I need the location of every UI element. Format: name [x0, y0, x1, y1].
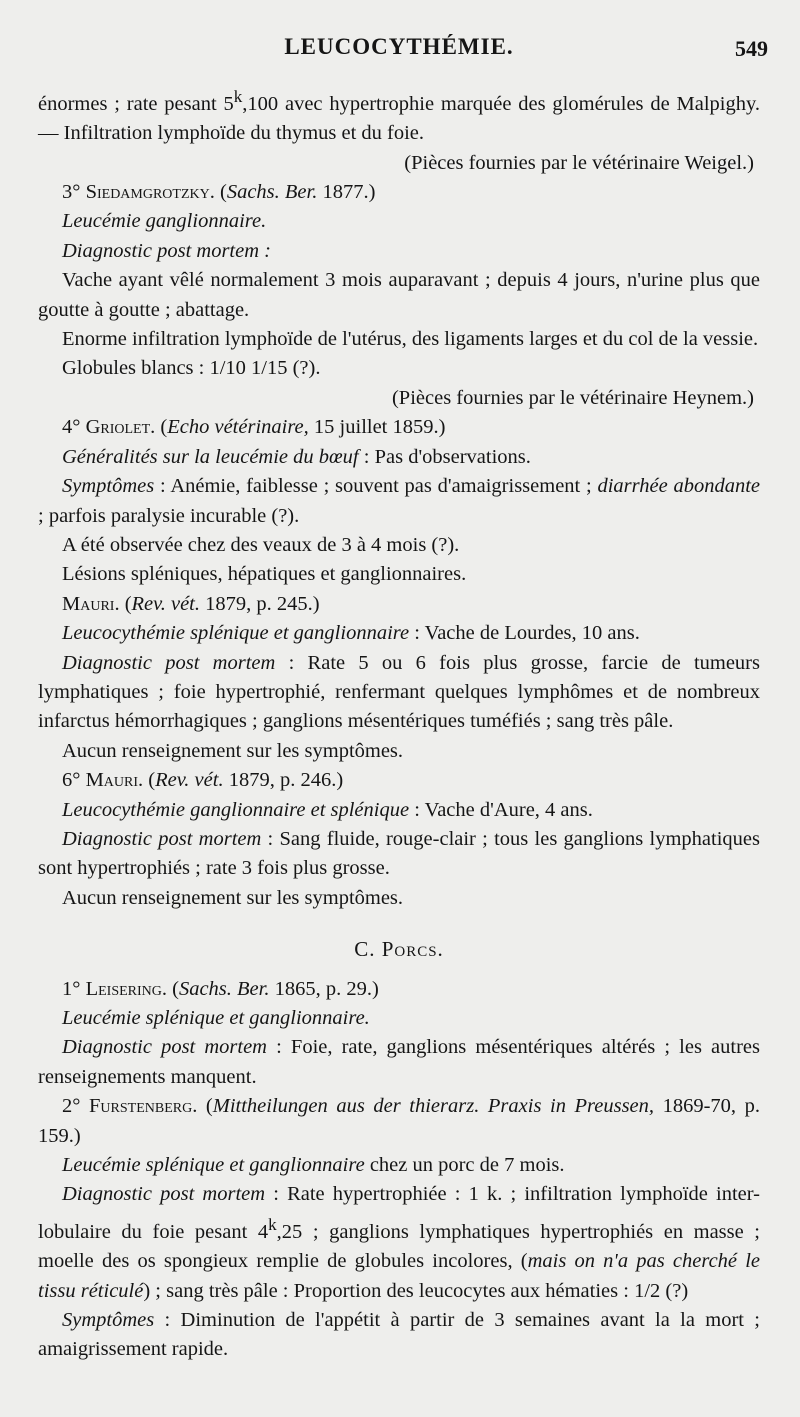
pig2-symptoms: Symptômes : Diminution de l'appétit à partir de 3 semaines avant la la mort ; amaigrissement rapide.	[38, 1308, 760, 1361]
pig1-diagnostic: Diagnostic post mortem : Foie, rate, ganglions mésentériques altérés ; les autres renseignements manquent.	[38, 1036, 760, 1088]
case3-text-1: Vache ayant vêlé normalement 3 mois auparavant ; depuis 4 jours, n'urine plus que goutte à goutte ; abattage.	[38, 269, 760, 321]
case3-diagnostic-label: Diagnostic post mortem :	[62, 239, 271, 262]
case4-calves: A été observée chez des veaux de 3 à 4 mois (?).	[62, 533, 460, 556]
page-body	[38, 82, 760, 1365]
section-heading-pigs: C. Porcs.	[354, 937, 444, 962]
pig2-diagnostic: Diagnostic post mortem : Rate hypertrophiée : 1 k. ; infiltration lymphoïde inter-lobulaire du foie pesant 4$^k$,25 ; ganglions lymphatiques hypertrophiés en masse ; moelle des os spongieux remplie de globules incolores, (mais on n'a pas cherché le tissu réticulé) ; sang très pâle : Proportion des leucocytes aux hématies : 1/2 (?)	[38, 1183, 760, 1302]
source-note-heynem: (Pièces fournies par le vétérinaire Heynem.)	[391, 386, 754, 409]
case-heading-3: 3° Siedamgrotzky. (Sachs. Ber. 1877.)	[62, 181, 376, 204]
pig1-type: Leucémie splénique et ganglionnaire.	[62, 1007, 370, 1030]
pig-case-heading-2: 2° Furstenberg. (Mittheilungen aus der thierarz. Praxis in Preussen, 1869-70, p. 159.)	[38, 1095, 761, 1147]
continued-paragraph: énormes ; rate pesant 5$^k$,100 avec hypertrophie marquée des glomérules de Malpighy.— Infiltration lymphoïde du thymus et du foie.	[38, 87, 761, 145]
page-header	[38, 32, 768, 82]
case4-symptoms: Symptômes : Anémie, faiblesse ; souvent pas d'amaigrissement ; diarrhée abondante ; parfois paralysie incurable (?).	[38, 475, 760, 527]
running-title: LEUCOCYTHÉMIE.	[284, 34, 514, 59]
case5-symptoms: Aucun renseignement sur les symptômes.	[62, 739, 404, 762]
case-heading-6: 6° Mauri. (Rev. vét. 1879, p. 246.)	[62, 769, 344, 792]
case4-lesions: Lésions spléniques, hépatiques et ganglionnaires.	[62, 563, 467, 586]
source-note-weigel: (Pièces fournies par le vétérinaire Weigel.)	[404, 151, 754, 174]
case-heading-5: Mauri. (Rev. vét. 1879, p. 245.)	[62, 592, 320, 615]
case-heading-4: 4° Griolet. (Echo vétérinaire, 15 juillet 1859.)	[62, 416, 446, 439]
page-number: 549	[735, 36, 768, 61]
case3-text-3: Globules blancs : 1/10 1/15 (?).	[62, 357, 321, 380]
case6-diagnostic: Diagnostic post mortem : Sang fluide, rouge-clair ; tous les ganglions lymphatiques sont hypertrophiés ; rate 3 fois plus grosse.	[38, 827, 760, 880]
case3-type: Leucémie ganglionnaire.	[62, 210, 267, 233]
case5-type: Leucocythémie splénique et ganglionnaire : Vache de Lourdes, 10 ans.	[62, 622, 640, 645]
case6-symptoms: Aucun renseignement sur les symptômes.	[62, 886, 404, 909]
case4-generalities: Généralités sur la leucémie du bœuf : Pas d'observations.	[62, 445, 531, 468]
case3-text-2: Enorme infiltration lymphoïde de l'utérus, des ligaments larges et du col de la vessie.	[62, 328, 759, 351]
case5-diagnostic: Diagnostic post mortem : Rate 5 ou 6 fois plus grosse, farcie de tumeurs lymphatiques ; foie hypertrophié, renfermant quelques lymphômes et de nombreux infarctus hémorrhagiques ; ganglions mésentériques tuméfiés ; sang très pâle.	[38, 651, 760, 733]
pig-case-heading-1: 1° Leisering. (Sachs. Ber. 1865, p. 29.)	[62, 977, 379, 1000]
case6-type: Leucocythémie ganglionnaire et splénique : Vache d'Aure, 4 ans.	[62, 798, 593, 821]
pig2-type: Leucémie splénique et ganglionnaire chez un porc de 7 mois.	[62, 1154, 565, 1177]
